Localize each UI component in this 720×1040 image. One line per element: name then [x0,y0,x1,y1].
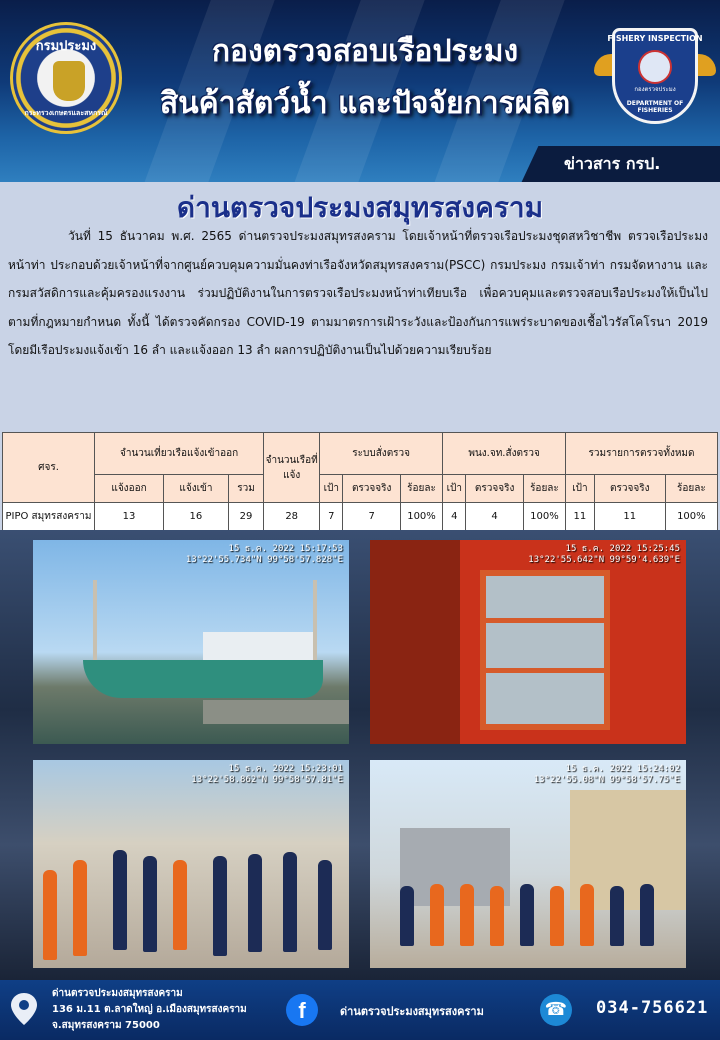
subheader-actual: ตรวจจริง [594,475,665,503]
facebook-page-name[interactable]: ด่านตรวจประมงสมุทรสงคราม [340,1005,484,1018]
person [43,870,57,960]
cell-office: PIPO สมุทรสงคราม [3,503,95,531]
photo-timestamp [186,544,343,566]
boat-hull [83,660,323,698]
pier [203,700,349,724]
emblem-icon [53,61,85,101]
person [113,850,127,950]
subheader-target: เป้า [320,475,343,503]
header-boats: จำนวนเรือที่แจ้ง [264,433,320,503]
photo-timestamp-date: 15 ธ.ค. 2022 15:17:53 [228,544,343,554]
department-of-fisheries-logo [10,22,122,134]
photo-fishing-boat [33,540,349,744]
footer-address [52,986,247,1034]
location-pin-icon [10,992,38,1026]
subheader-percent: ร้อยละ [523,475,565,503]
right-logo-middle-text: กองตรวจประมง [634,86,676,93]
cell-off-actual: 4 [466,503,523,531]
cell-tot-target: 11 [566,503,595,531]
right-logo-top-text: FISHERY INSPECTION [607,34,703,43]
table-subheader-row [3,475,718,503]
header-system-order: ระบบสั่งตรวจ [320,433,443,475]
left-logo-bottom-text: กระทรวงเกษตรและสหกรณ์ [24,109,108,117]
footer-bar [0,980,720,1040]
person [610,886,624,946]
hold-wall [370,540,460,744]
address-line1: ด่านตรวจประมงสมุทรสงคราม [52,988,183,999]
person [460,884,474,946]
phone-number[interactable]: 034-756621 [596,998,709,1018]
photo-timestamp-coord: 13°22'55.08"N 99°58'57.75"E [533,775,680,785]
globe-icon [638,50,672,84]
photo-timestamp-coord: 13°22'55.642"N 99°59'4.639"E [528,555,680,565]
address-line3: จ.สมุทรสงคราม 75000 [52,1020,160,1031]
news-paragraph: วันที่ 15 ธันวาคม พ.ศ. 2565 ด่านตรวจประมงสมุทรสงคราม โดยเจ้าหน้าที่ตรวจเรือประมงชุดสหวิชาชีพ ตรวจเรือประมงหน้าท่า ประกอบด้วยเจ้าหน้าที่จากศูนย์ควบคุมความมั่นคงท่าเรือจังหวัดสมุทรสงคราม(PSCC) กรมประมง กรมเจ้าท่า กรมจัดหางาน และกรมสวัสดิการและคุ้มครองแรงงาน ร่วมปฏิบัติงานในการตรวจเรือประมงหน้าท่าเทียบเรือ เพื่อควบคุมและตรวจสอบเรือประมงให้เป็นไปตามที่กฎหมายกำหนด ทั้งนี้ ได้ตรวจคัดกรอง COVID-19 ตามมาตรการเฝ้าระวังและป้องกันการแพร่ระบาดของเชื้อไวรัสโคโรนา 2019 โดยมีเรือประมงแจ้งเข้า 16 ลำ และแจ้งออก 13 ลำ ผลการปฏิบัติงานเป็นไปด้วยความเรียบร้อย [8,229,708,358]
person [143,856,157,952]
cell-sys-percent: 100% [400,503,442,531]
cell-sys-actual: 7 [343,503,400,531]
cell-boats: 28 [264,503,320,531]
cell-sys-target: 7 [320,503,343,531]
subheader-target: เป้า [566,475,595,503]
inspection-stats-table [2,432,718,531]
fishery-inspection-logo [594,20,716,130]
header-trips: จำนวนเที่ยวเรือแจ้งเข้าออก [95,433,264,475]
photo-timestamp-coord: 13°22'58.862"N 99°58'57.81"E [191,775,343,785]
news-tag [522,146,720,182]
phone-icon[interactable]: ☎ [540,994,572,1026]
person [318,860,332,950]
person [173,860,187,950]
left-logo-top-text: กรมประมง [35,39,97,54]
table-row [3,503,718,531]
person [73,860,87,956]
header-title-line1: กองตรวจสอบเรือประมง [211,34,519,69]
photo-timestamp [191,764,343,786]
person [213,856,227,956]
subheader-percent: ร้อยละ [400,475,442,503]
right-logo-bottom-text: DEPARTMENT OF FISHERIES [626,100,684,114]
cell-tot-actual: 11 [594,503,665,531]
table-header-row [3,433,718,475]
person [550,886,564,946]
subheader-actual: ตรวจจริง [466,475,523,503]
facebook-icon[interactable]: f [286,994,318,1026]
person [248,854,262,952]
subheader-sum: รวม [228,475,263,503]
person [283,852,297,952]
photo-timestamp-date: 15 ธ.ค. 2022 15:24:02 [565,764,680,774]
page-title: ด่านตรวจประมงสมุทรสงคราม [176,191,544,224]
cell-tot-percent: 100% [665,503,717,531]
photo-fish-hold [370,540,686,744]
subheader-target: เป้า [443,475,466,503]
photo-group-lineup [370,760,686,968]
photo-timestamp [528,544,680,566]
photo-timestamp-date: 15 ธ.ค. 2022 15:23:01 [228,764,343,774]
bin-divider [480,618,610,623]
header-office: ศจร. [3,433,95,503]
bin-divider [480,668,610,673]
person [400,886,414,946]
photo-officers-briefing [33,760,349,968]
photo-timestamp-date: 15 ธ.ค. 2022 15:25:45 [565,544,680,554]
subheader-actual: ตรวจจริง [343,475,400,503]
cell-off-target: 4 [443,503,466,531]
person [430,884,444,946]
person [640,884,654,946]
photo-timestamp [534,764,680,786]
cell-in: 16 [164,503,229,531]
person [520,884,534,946]
cell-sum: 29 [228,503,263,531]
header-title-line2: สินค้าสัตว์น้ำ และปัจจัยการผลิต [159,86,571,121]
cell-out: 13 [95,503,164,531]
address-line2: 136 ม.11 ต.ลาดใหญ่ อ.เมืองสมุทรสงคราม [52,1004,247,1015]
header-total-checks: รวมรายการตรวจทั้งหมด [566,433,718,475]
subheader-percent: ร้อยละ [665,475,717,503]
person [490,886,504,946]
cell-off-percent: 100% [523,503,565,531]
person [580,884,594,946]
subheader-out: แจ้งออก [95,475,164,503]
news-label: ข่าวสาร กรป. [564,154,661,173]
fish-bin [480,570,610,730]
subheader-in: แจ้งเข้า [164,475,229,503]
photo-timestamp-coord: 13°22'55.734"N 99°58'57.828"E [185,555,343,565]
header-officer-order: พนง.จท.สั่งตรวจ [443,433,566,475]
